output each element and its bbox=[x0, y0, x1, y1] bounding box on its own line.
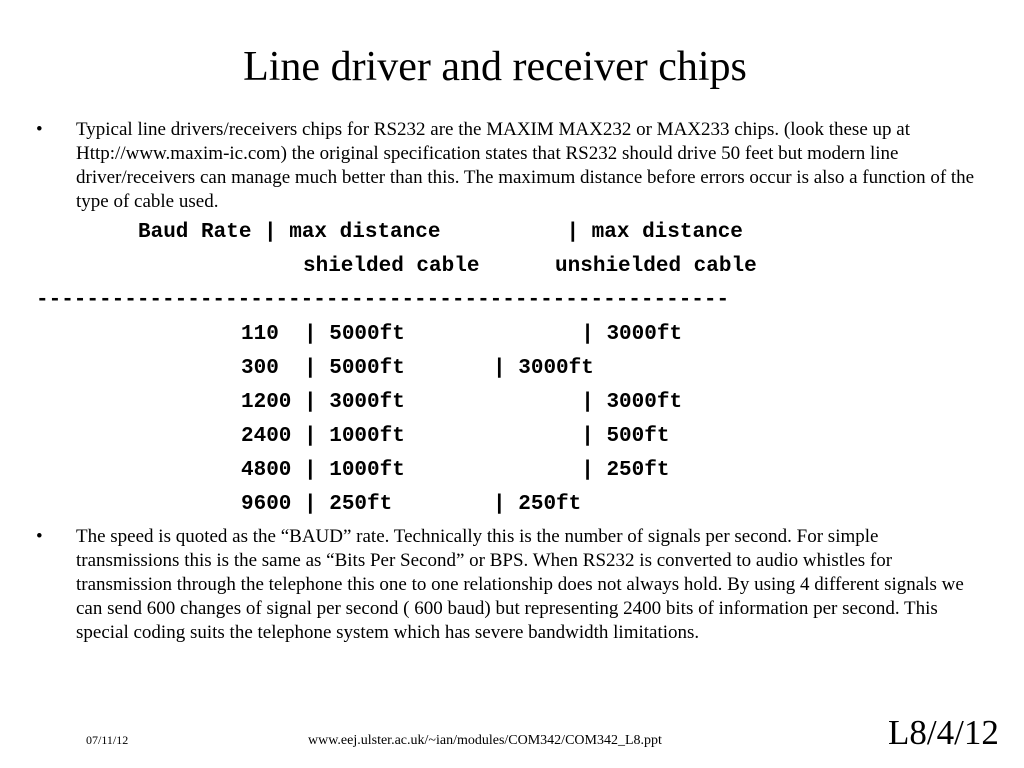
table-row: 1200 | 3000ft | 3000ft bbox=[241, 391, 683, 414]
table-row: 2400 | 1000ft | 500ft bbox=[241, 425, 670, 448]
table-row: 300 | 5000ft | 3000ft bbox=[241, 357, 594, 380]
bullet-marker: • bbox=[36, 119, 43, 140]
footer-url: www.eej.ulster.ac.uk/~ian/modules/COM342/COM342_L8.ppt bbox=[308, 733, 662, 748]
slide-title: Line driver and receiver chips bbox=[243, 44, 747, 90]
bullet-item-baud bbox=[36, 525, 981, 645]
bullet-marker: • bbox=[36, 526, 43, 547]
bullet-text-chips: Typical line drivers/receivers chips for RS232 are the MAXIM MAX232 or MAX233 chips. (look these up at Http://www.maxim-ic.com) the original specification states that RS232 should drive 50 feet but modern line driver/receivers can manage much better than this. The maximum distance before errors occur is also a function of the type of cable used. bbox=[76, 119, 975, 212]
slide-number: L8/4/12 bbox=[888, 713, 999, 752]
footer-date: 07/11/12 bbox=[86, 733, 129, 747]
table-header-row-1: Baud Rate | max distance | max distance bbox=[138, 221, 743, 244]
table-row: 4800 | 1000ft | 250ft bbox=[241, 459, 670, 482]
table-header-row-2: shielded cable unshielded cable bbox=[303, 255, 757, 278]
bullet-item-chips bbox=[36, 118, 981, 214]
table-row: 110 | 5000ft | 3000ft bbox=[241, 323, 683, 346]
bullet-text-baud: The speed is quoted as the “BAUD” rate. Technically this is the number of signals per second. For simple transmissions this is the same as “Bits Per Second” or BPS. When RS232 is converted to audio whistles for transmission through the telephone this one to one relationship does not always hold. By using 4 different signals we can send 600 changes of signal per second ( 600 baud) but representing 2400 bits of information per second. This special coding suits the telephone system which has severe bandwidth limitations. bbox=[76, 526, 964, 643]
table-row: 9600 | 250ft | 250ft bbox=[241, 493, 582, 516]
table-separator: ------------------------------------------------------- bbox=[36, 289, 730, 312]
